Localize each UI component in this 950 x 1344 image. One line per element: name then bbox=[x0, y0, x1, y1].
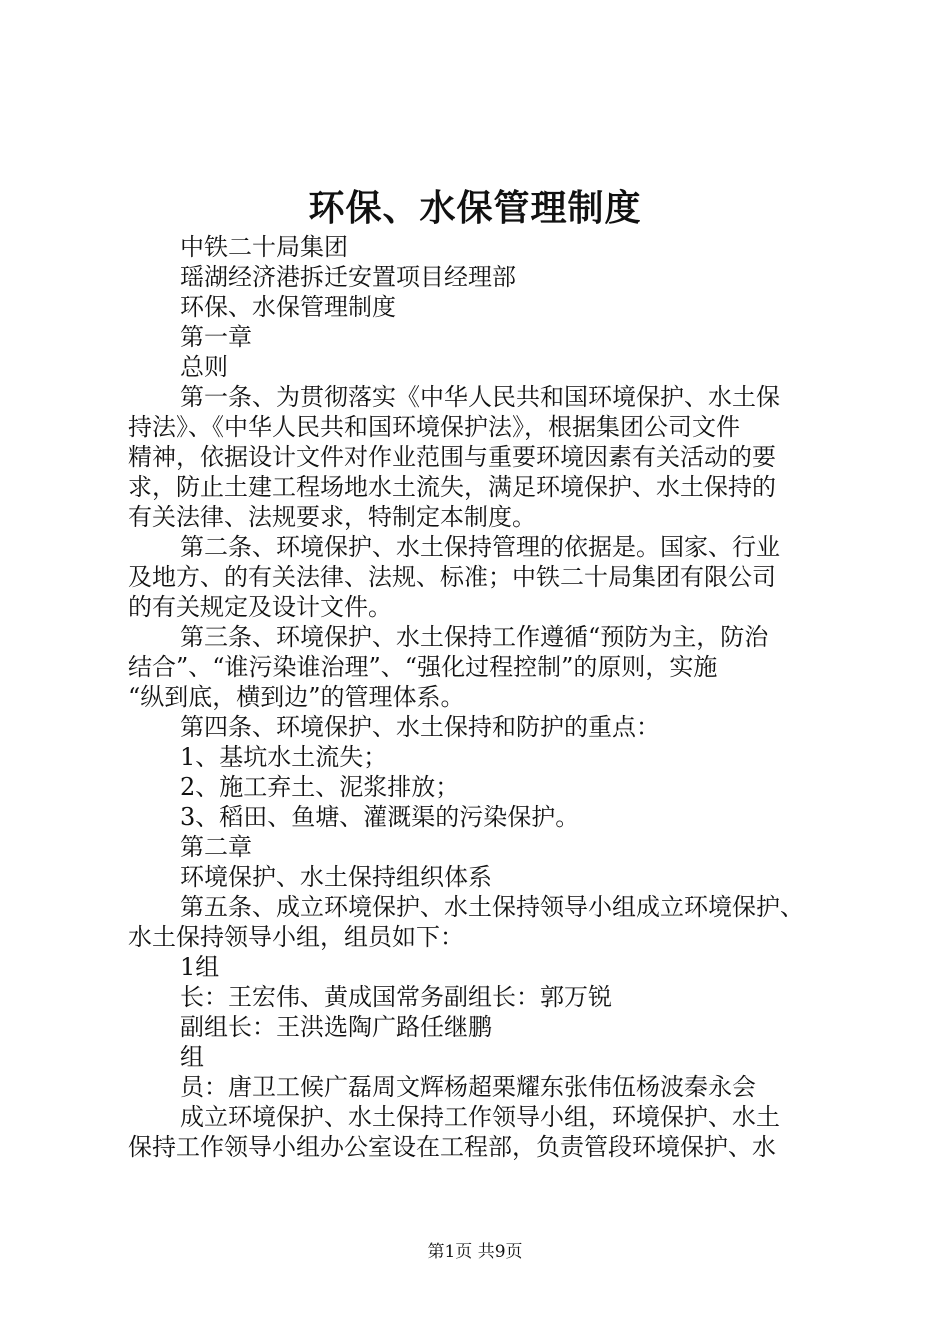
list-item: 1、基坑水土流失； bbox=[180, 743, 388, 771]
subtitle: 环保、水保管理制度 bbox=[180, 293, 396, 321]
list-item: 3、稻田、鱼塘、灌溉渠的污染保护。 bbox=[180, 803, 580, 831]
document-body bbox=[128, 232, 834, 1162]
paragraph-line: 结合”、“谁污染谁治理”、“强化过程控制”的原则，实施 bbox=[128, 653, 718, 681]
chapter-title: 总则 bbox=[180, 353, 228, 381]
chapter-heading: 第二章 bbox=[180, 833, 252, 861]
chapter-heading: 第一章 bbox=[180, 323, 252, 351]
paragraph-line: 第三条、环境保护、水土保持工作遵循“预防为主，防治 bbox=[180, 623, 769, 651]
document-title: 环保、水保管理制度 bbox=[308, 187, 642, 229]
org-name: 中铁二十局集团 bbox=[180, 233, 348, 261]
page-number: 第1页 共9页 bbox=[427, 1242, 523, 1262]
paragraph-line: 的有关规定及设计文件。 bbox=[128, 593, 392, 621]
paragraph-line: 求，防止土建工程场地水土流失，满足环境保护、水土保持的 bbox=[128, 473, 776, 501]
paragraph-line: 持法》、《中华人民共和国环境保护法》，根据集团公司文件 bbox=[128, 413, 740, 441]
paragraph-line: 第二条、环境保护、水土保持管理的依据是。国家、行业 bbox=[180, 533, 780, 561]
member-line: 副组长：王洪选陶广路任继鹏 bbox=[180, 1013, 492, 1041]
paragraph-line: 成立环境保护、水土保持工作领导小组，环境保护、水土 bbox=[180, 1103, 780, 1131]
member-line: 组 bbox=[180, 1043, 204, 1071]
paragraph-line: 水土保持领导小组，组员如下： bbox=[128, 923, 464, 951]
paragraph-line: “纵到底，横到边”的管理体系。 bbox=[128, 683, 465, 711]
member-line: 1组 bbox=[180, 953, 220, 981]
paragraph-line: 第四条、环境保护、水土保持和防护的重点： bbox=[180, 713, 660, 741]
paragraph-line: 有关法律、法规要求，特制定本制度。 bbox=[128, 503, 536, 531]
paragraph-line: 第五条、成立环境保护、水土保持领导小组成立环境保护、 bbox=[180, 893, 804, 921]
member-line: 员：唐卫工候广磊周文辉杨超栗耀东张伟伍杨波秦永会 bbox=[180, 1073, 756, 1101]
paragraph-line: 第一条、为贯彻落实《中华人民共和国环境保护、水土保 bbox=[180, 383, 780, 411]
dept-name: 瑶湖经济港拆迁安置项目经理部 bbox=[180, 263, 516, 291]
chapter-title: 环境保护、水土保持组织体系 bbox=[180, 863, 492, 891]
paragraph-line: 及地方、的有关法律、法规、标准；中铁二十局集团有限公司 bbox=[128, 563, 776, 591]
paragraph-line: 保持工作领导小组办公室设在工程部，负责管段环境保护、水 bbox=[128, 1133, 776, 1161]
list-item: 2、施工弃土、泥浆排放； bbox=[180, 773, 460, 801]
member-line: 长：王宏伟、黄成国常务副组长：郭万锐 bbox=[180, 983, 612, 1011]
paragraph-line: 精神，依据设计文件对作业范围与重要环境因素有关活动的要 bbox=[128, 443, 776, 471]
